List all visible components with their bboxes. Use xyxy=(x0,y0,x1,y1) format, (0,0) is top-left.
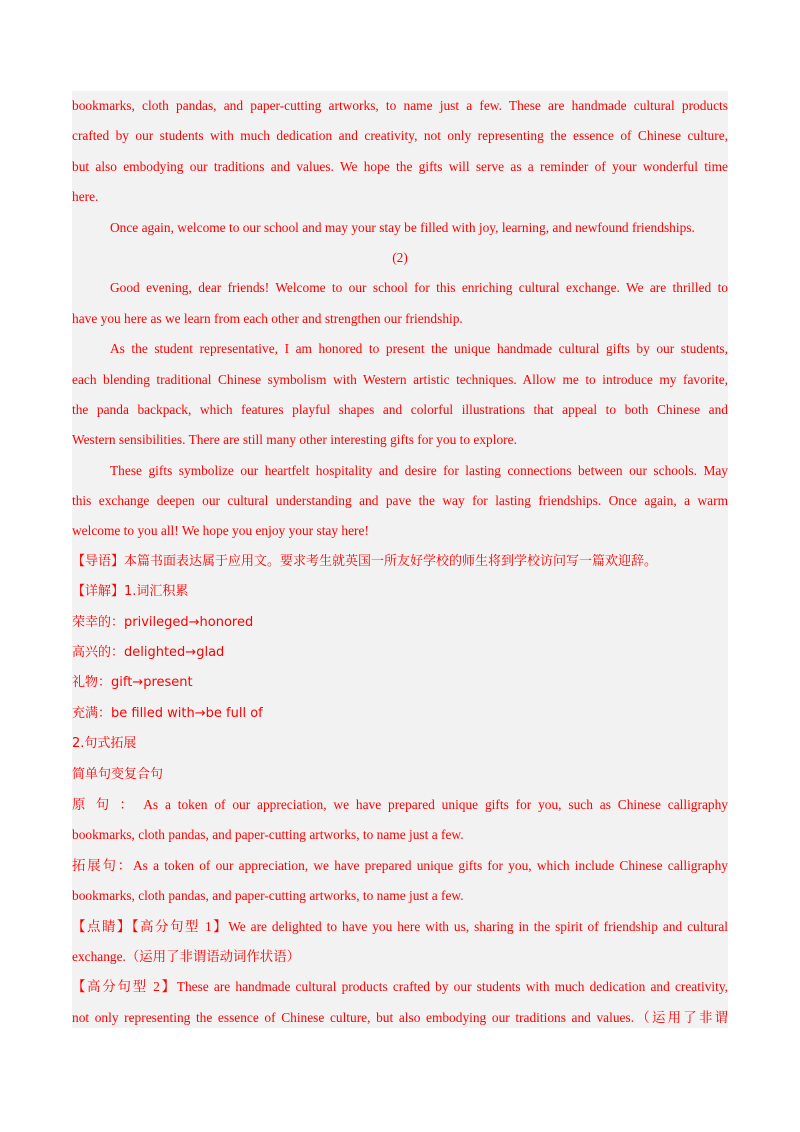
essay-line: welcome to you all! We hope you enjoy your stay here! xyxy=(72,523,369,539)
extended-sentence: 拓展句：As a token of our appreciation, we have prepared unique gifts for you, which include Chinese calligraphy xyxy=(72,857,728,873)
essay-line: have you here as we learn from each other and strengthen our friendship. xyxy=(72,310,463,326)
essay-line: here. xyxy=(72,189,99,205)
highlight-sentence: 【高分句型 2】These are handmade cultural products crafted by our students with much dedication and creativity, xyxy=(72,979,728,995)
highlight-sentence: 【点睛】【高分句型 1】We are delighted to have you here with us, sharing in the spirit of friendship and cultural xyxy=(72,918,728,934)
essay-line: Good evening, dear friends! Welcome to our school for this enriching cultural exchange. We are thrilled to xyxy=(110,280,728,296)
essay-number: (2) xyxy=(392,249,408,265)
guide-text: 【导语】本篇书面表达属于应用文。要求考生就英国一所友好学校的师生将到学校访问写一篇欢迎辞。 xyxy=(72,553,658,569)
essay-line: Western sensibilities. There are still many other interesting gifts for you to explore. xyxy=(72,432,517,448)
original-sentence: bookmarks, cloth pandas, and paper-cutting artworks, to name just a few. xyxy=(72,827,464,843)
document-content xyxy=(72,91,728,1033)
highlight-sentence: exchange.（运用了非谓语动词作状语） xyxy=(72,948,300,964)
vocab-item: 礼物：gift→present xyxy=(72,675,193,691)
vocab-item: 荣幸的：privileged→honored xyxy=(72,614,254,630)
essay-line: These gifts symbolize our heartfelt hospitality and desire for lasting connections between our schools. May xyxy=(110,462,728,478)
essay-line: each blending traditional Chinese symbolism with Western artistic techniques. Allow me to introduce my favorite, xyxy=(72,371,728,387)
vocab-item: 高兴的：delighted→glad xyxy=(72,645,225,661)
essay-line: As the student representative, I am honored to present the unique handmade cultural gifts by our students, xyxy=(110,341,728,357)
essay-line: but also embodying our traditions and values. We hope the gifts will serve as a reminder of your wonderful time xyxy=(72,158,728,174)
section-heading: 2.句式拓展 xyxy=(72,736,137,752)
subsection-heading: 简单句变复合句 xyxy=(72,766,164,782)
extended-sentence: bookmarks, cloth pandas, and paper-cutting artworks, to name just a few. xyxy=(72,888,464,904)
essay-line: the panda backpack, which features playful shapes and colorful illustrations that appeal to both Chinese and xyxy=(72,401,728,417)
highlight-sentence: not only representing the essence of Chinese culture, but also embodying our traditions and values.（运用了非谓 xyxy=(72,1009,728,1025)
vocab-item: 充满：be filled with→be full of xyxy=(72,705,263,721)
essay-line: crafted by our students with much dedication and creativity, not only representing the essence of Chinese culture, xyxy=(72,128,728,144)
detail-heading: 【详解】1.词汇积累 xyxy=(72,584,189,600)
original-sentence: 原 句 ： As a token of our appreciation, we have prepared unique gifts for you, such as Chinese calligraphy xyxy=(72,796,728,812)
essay-line: this exchange deepen our cultural understanding and pave the way for lasting friendships. Once again, a warm xyxy=(72,493,728,509)
essay-closing: Once again, welcome to our school and may your stay be filled with joy, learning, and newfound friendships. xyxy=(110,219,695,235)
essay-line: bookmarks, cloth pandas, and paper-cutting artworks, to name just a few. These are handmade cultural products xyxy=(72,98,728,113)
